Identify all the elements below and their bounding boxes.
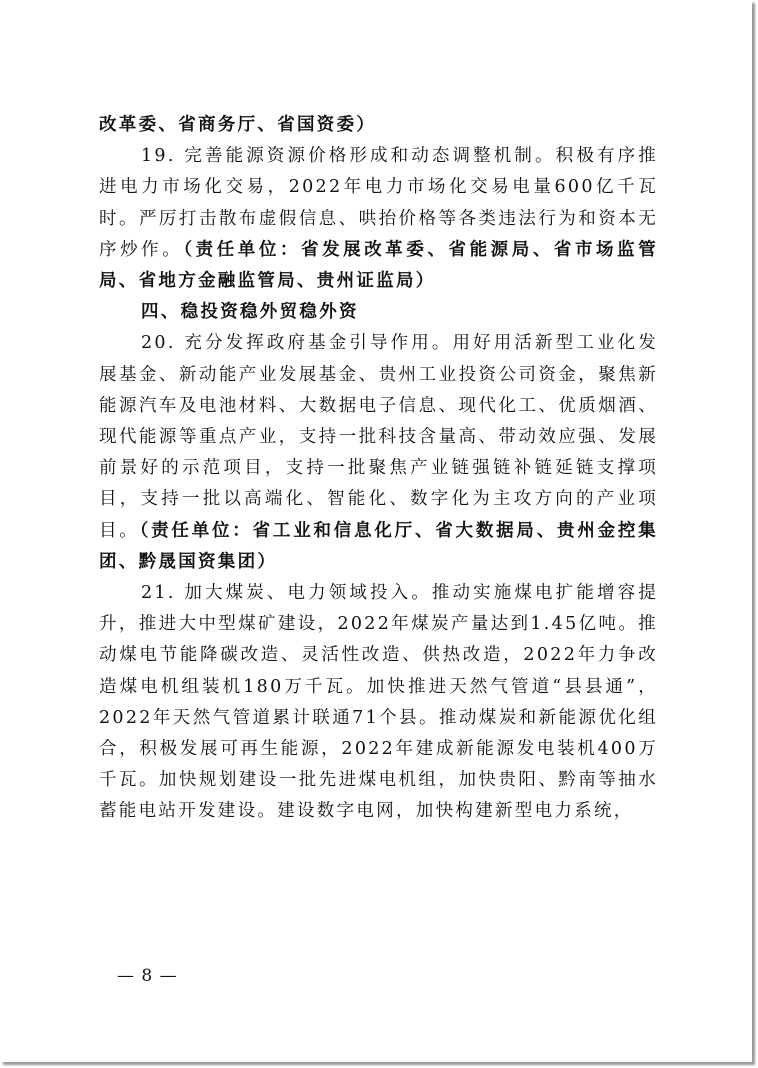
paragraph-item-20 [99, 328, 658, 578]
item-text: 19. 完善能源资源价格形成和动态调整机制。积极有序推进电力市场化交易，2022年电力市场化交易电量600亿千瓦时。严厉打击散布虚假信息、哄抬价格等各类违法行为和资本无序炒作。 [99, 146, 658, 260]
paragraph-continuation [99, 110, 658, 141]
section-heading-text: 四、稳投资稳外贸稳外资 [141, 302, 359, 323]
responsibility-note: （责任单位：省发展改革委、省能源局、省市场监管局、省地方金融监管局、贵州证监局） [99, 239, 659, 292]
responsibility-note: 改革委、省商务厅、省国资委） [99, 115, 377, 135]
section-heading [99, 297, 658, 328]
page-number: — 8 — [117, 966, 178, 986]
responsibility-note: （责任单位：省工业和信息化厅、省大数据局、贵州金控集团、黔晟国资集团） [99, 520, 658, 572]
item-text: 21. 加大煤炭、电力领域投入。推动实施煤电扩能增容提升，推进大中型煤矿建设，2022年煤炭产量达到1.45亿吨。推动煤电节能降碳改造、灵活性改造、供热改造，2022年力争改造煤电机组装机180万千瓦。加快推进天然气管道“县县通”，2022年天然气管道累计联通71个县。推动煤炭和新能源优化组合，积极发展可再生能源，2022年建成新能源发电装机400万千瓦。加快规划建设一批先进煤电机组，加快贵阳、黔南等抽水蓄能电站开发建设。建设数字电网，加快构建新型电力系统， [99, 583, 658, 822]
item-text: 20. 充分发挥政府基金引导作用。用好用活新型工业化发展基金、新动能产业发展基金、贵州工业投资公司资金，聚焦新能源汽车及电池材料、大数据电子信息、现代化工、优质烟酒、现代能源等重点产业，支持一批科技含量高、带动效应强、发展前景好的示范项目，支持一批聚焦产业链强链补链延链支撑项目，支持一批以高端化、智能化、数字化为主攻方向的产业项目。 [99, 333, 658, 541]
paragraph-item-19 [99, 141, 658, 297]
document-body [99, 110, 658, 828]
paragraph-item-21 [99, 578, 658, 828]
